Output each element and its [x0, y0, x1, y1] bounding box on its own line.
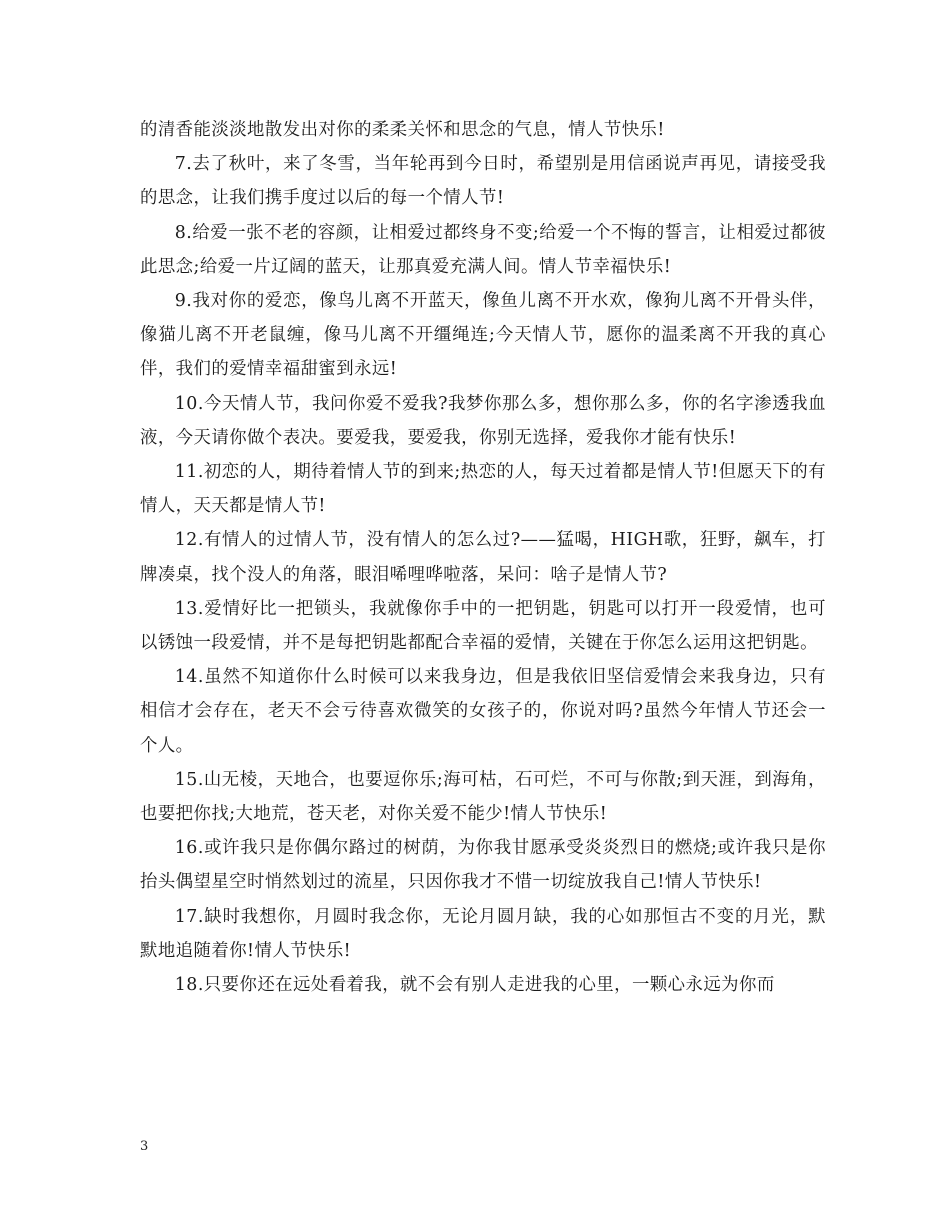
- paragraph-7: 7.去了秋叶，来了冬雪，当年轮再到今日时，希望别是用信函说声再见，请接受我的思念，让我们携手度过以后的每一个情人节!: [140, 154, 826, 209]
- paragraph-10: 10.今天情人节，我问你爱不爱我?我梦你那么多，想你那么多，你的名字渗透我血液，今天请你做个表决。要爱我，要爱我，你别无选择，爱我你才能有快乐!: [140, 393, 826, 448]
- document-body: [140, 113, 826, 1002]
- paragraph-15: 15.山无棱，天地合，也要逗你乐;海可枯，石可烂，不可与你散;到天涯，到海角，也要把你找;大地荒，苍天老，对你关爱不能少!情人节快乐!: [140, 769, 826, 825]
- paragraph-14: 14.虽然不知道你什么时候可以来我身边，但是我依旧坚信爱情会来我身边，只有相信才会存在，老天不会亏待喜欢微笑的女孩子的，你说对吗?虽然今年情人节还会一个人。: [140, 667, 826, 756]
- paragraph-8: 8.给爱一张不老的容颜，让相爱过都终身不变;给爱一个不悔的誓言，让相爱过都彼此思念;给爱一片辽阔的蓝天，让那真爱充满人间。情人节幸福快乐!: [140, 222, 826, 277]
- paragraph-9: 9.我对你的爱恋，像鸟儿离不开蓝天，像鱼儿离不开水欢，像狗儿离不开骨头伴，像猫儿离不开老鼠缠，像马儿离不开缰绳连;今天情人节，愿你的温柔离不开我的真心伴，我们的爱情幸福甜蜜到永远!: [140, 291, 826, 380]
- paragraph-continuation: 的清香能淡淡地散发出对你的柔柔关怀和思念的气息，情人节快乐!: [140, 120, 665, 140]
- page-number: 3: [140, 1139, 149, 1154]
- paragraph-18: 18.只要你还在远处看着我，就不会有别人走进我的心里，一颗心永远为你而: [174, 975, 775, 996]
- paragraph-11: 11.初恋的人，期待着情人节的到来;热恋的人，每天过着都是情人节!但愿天下的有情人，天天都是情人节!: [140, 462, 826, 517]
- paragraph-16: 16.或许我只是你偶尔路过的树荫，为你我甘愿承受炎炎烈日的燃烧;或许我只是你抬头偶望星空时悄然划过的流星，只因你我才不惜一切绽放我自己!情人节快乐!: [140, 838, 826, 893]
- paragraph-12: 12.有情人的过情人节，没有情人的怎么过?——猛喝，HIGH歌，狂野，飙车，打牌凑桌，找个没人的角落，眼泪唏哩哗啦落，呆问：啥子是情人节?: [140, 530, 826, 585]
- paragraph-13: 13.爱情好比一把锁头，我就像你手中的一把钥匙，钥匙可以打开一段爱情，也可以锈蚀一段爱情，并不是每把钥匙都配合幸福的爱情，关键在于你怎么运用这把钥匙。: [140, 598, 826, 654]
- paragraph-17: 17.缺时我想你，月圆时我念你，无论月圆月缺，我的心如那恒古不变的月光，默默地追随着你!情人节快乐!: [140, 906, 826, 961]
